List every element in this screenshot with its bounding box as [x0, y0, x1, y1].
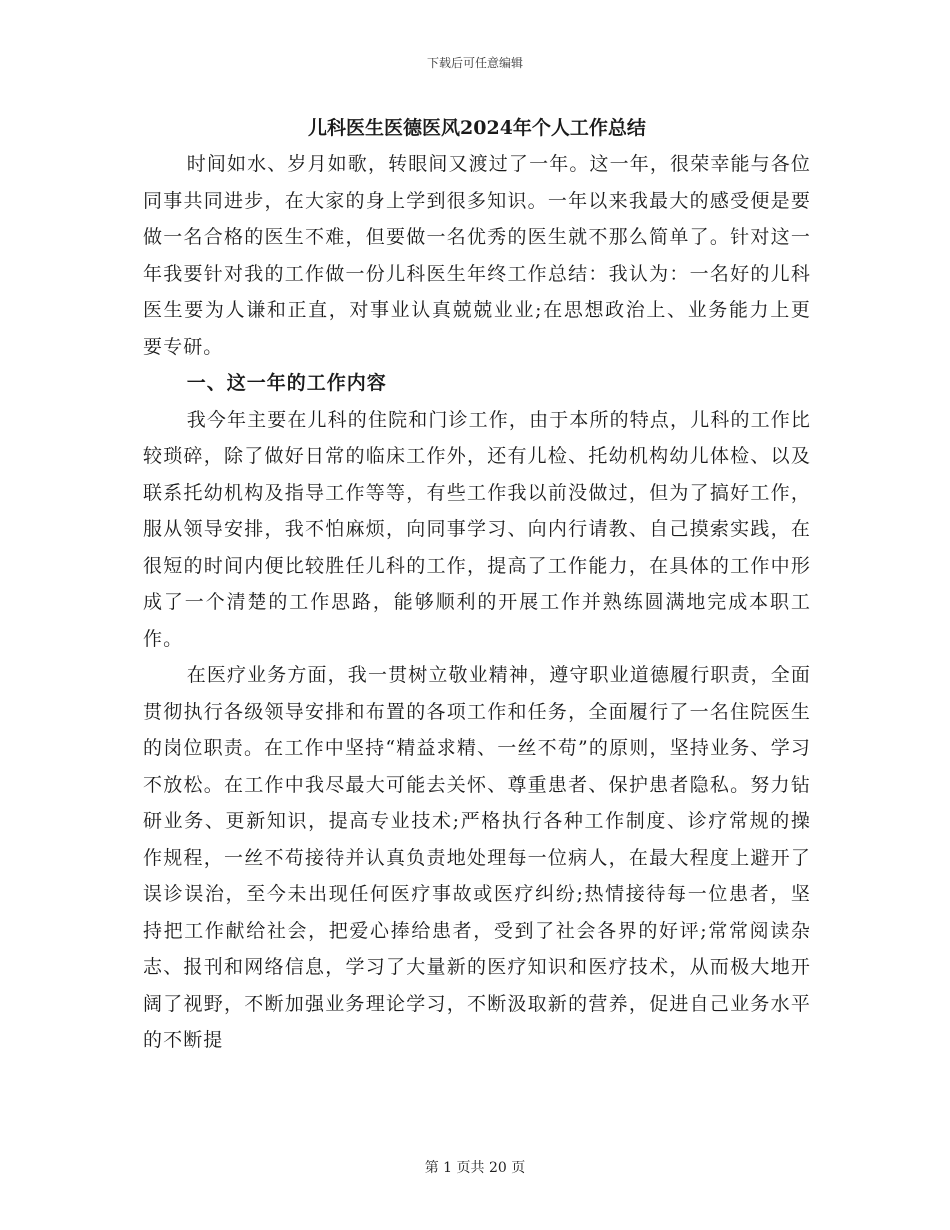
- header-note: 下载后可任意编辑: [426, 56, 523, 70]
- page-number: 第 1 页共 20 页: [424, 1160, 526, 1176]
- section-heading: 一、这一年的工作内容: [186, 372, 387, 394]
- document-title: 儿科医生医德医风2024年个人工作总结: [308, 117, 646, 139]
- intro-paragraph: 时间如水、岁月如歌，转眼间又渡过了一年。这一年，很荣幸能与各位同事共同进步，在大家的身上学到很多知识。一年以来我最大的感受便是要做一名合格的医生不难，但要做一名优秀的医生就不那么简单了。针对这一年我要针对我的工作做一份儿科医生年终工作总结：我认为：一名好的儿科医生要为人谦和正直，对事业认真兢兢业业;在思想政治上、业务能力上更要专研。: [143, 153, 811, 358]
- body-paragraph: 在医疗业务方面，我一贯树立敬业精神，遵守职业道德履行职责，全面贯彻执行各级领导安排和布置的各项工作和任务，全面履行了一名住院医生的岗位职责。在工作中坚持“精益求精、一丝不苟”的原则，坚持业务、学习不放松。在工作中我尽最大可能去关怀、尊重患者、保护患者隐私。努力钻研业务、更新知识，提高专业技术;严格执行各种工作制度、诊疗常规的操作规程，一丝不苟接待并认真负责地处理每一位病人，在最大程度上避开了误诊误治，至今未出现任何医疗事故或医疗纠纷;热情接待每一位患者，坚持把工作献给社会，把爱心捧给患者，受到了社会各界的好评;常常阅读杂志、报刊和网络信息，学习了大量新的医疗知识和医疗技术，从而极大地开阔了视野，不断加强业务理论学习，不断汲取新的营养，促进自己业务水平的不断提: [143, 664, 811, 1051]
- body-paragraph: 我今年主要在儿科的住院和门诊工作，由于本所的特点，儿科的工作比较琐碎，除了做好日常的临床工作外，还有儿检、托幼机构幼儿体检、以及联系托幼机构及指导工作等等，有些工作我以前没做过，但为了搞好工作，服从领导安排，我不怕麻烦，向同事学习、向内行请教、自己摸索实践，在很短的时间内便比较胜任儿科的工作，提高了工作能力，在具体的工作中形成了一个清楚的工作思路，能够顺利的开展工作并熟练圆满地完成本职工作。: [143, 408, 811, 650]
- document-body: [143, 114, 811, 1059]
